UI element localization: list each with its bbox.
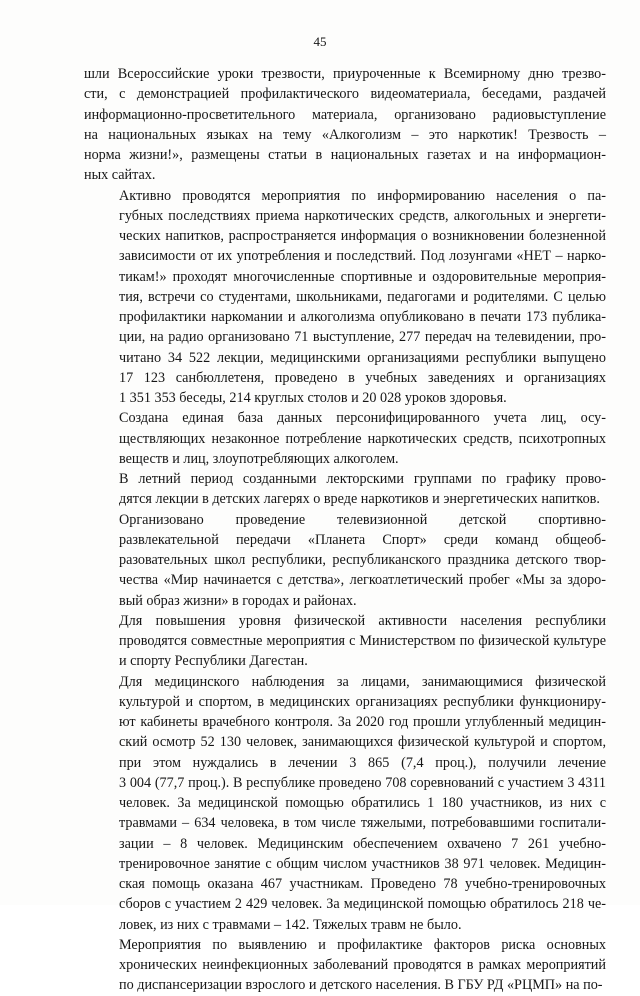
text-line: сти, с демонстрацией профилактического видеоматериала, беседами, раздачей	[84, 86, 606, 103]
text-line: зависимости от их употребления и последствий. Под лозунгами «НЕТ – нарко-	[119, 248, 606, 265]
text-line: вый образ жизни» в городах и районах.	[119, 592, 357, 609]
paragraph	[84, 611, 606, 672]
text-line: Организовано проведение телевизионной детской спортивно-	[119, 511, 606, 528]
paragraph	[84, 935, 606, 996]
text-line: проводятся совместные мероприятия с Министерством по физической культуре	[119, 633, 606, 649]
text-line: травмами – 634 человека, в том числе тяжелыми, потребовавшими госпитали-	[119, 815, 606, 832]
text-line: шли Всероссийские уроки трезвости, приуроченные к Всемирному дню трезво-	[84, 66, 606, 82]
text-line: культурой и спортом, в медицинских организациях республики функциониру-	[119, 693, 606, 710]
text-line: веществ и лиц, злоупотребляющих алкоголем.	[119, 450, 399, 467]
text-line: хронических неинфекционных заболеваний проводятся в рамках мероприятий	[119, 957, 606, 973]
text-line: при этом нуждались в лечении 3 865 (7,4 проц.), получили лечение	[119, 754, 606, 771]
text-line: информационно-просветительного материала, организовано радиовыступление	[84, 106, 606, 123]
text-line: В летний период созданными лекторскими группами по графику прово-	[119, 471, 606, 487]
text-line: по диспансеризации взрослого и детского населения. В ГБУ РД «РЦМП» на по-	[119, 977, 603, 994]
text-line: ществляющих незаконное потребление наркотических средств, психотропных	[119, 430, 606, 447]
text-line: чества «Мир начинается с детства», легкоатлетический пробег «Мы за здоро-	[119, 572, 606, 589]
text-line: ческих напитков, распространяется информация о возникновении болезненной	[119, 228, 606, 244]
text-line: норма жизни!», размещены статьи в национальных газетах и на информацион-	[84, 147, 606, 163]
paragraph	[84, 408, 606, 469]
text-line: Мероприятия по выявлению и профилактике факторов риска основных	[119, 936, 606, 953]
text-line: 17 123 санбюллетеня, проведено в учебных заведениях и организациях	[119, 369, 606, 386]
text-line: на национальных языках на тему «Алкоголизм – это наркотик! Трезвость –	[84, 126, 606, 143]
text-line: сборов с участием 2 429 человек. За медицинской помощью обратилось 218 че-	[119, 896, 606, 913]
text-line: ский осмотр 52 130 человек, занимающихся физической культурой и спортом,	[119, 734, 606, 751]
text-line: развлекательной передачи «Планета Спорт» среди команд общеоб-	[119, 531, 606, 548]
text-line: и спорту Республики Дагестан.	[119, 653, 308, 670]
text-line: тия, встречи со студентами, школьниками, педагогами и родителями. С целью	[119, 288, 606, 305]
paragraph	[84, 672, 606, 935]
paragraph	[84, 469, 606, 510]
text-line: Создана единая база данных персонифицированного учета лиц, осу-	[119, 410, 606, 427]
text-line: ции, на радио организовано 71 выступление, 277 передач на телевидении, про-	[119, 329, 606, 346]
text-line: тикам!» проходят многочисленные спортивные и оздоровительные мероприя-	[119, 268, 606, 285]
text-line: ют кабинеты врачебного контроля. За 2020 год прошли углубленный медицин-	[119, 714, 606, 730]
text-line: губных последствиях приема наркотических средств, алкогольных и энергети-	[119, 207, 606, 224]
page-number: 45	[313, 34, 327, 49]
text-line: ловек, из них с травмами – 142. Тяжелых травм не было.	[119, 916, 462, 933]
text-line: ская помощь оказана 467 участникам. Проведено 78 учебно-тренировочных	[119, 876, 606, 892]
text-line: читано 34 522 лекции, медицинскими организациями республики выпущено	[119, 349, 606, 366]
paragraph	[84, 510, 606, 611]
text-line: 3 004 (77,7 проц.). В республике проведено 708 соревнований с участием 3 4311	[119, 774, 606, 791]
text-line: Активно проводятся мероприятия по информированию населения о па-	[119, 187, 606, 204]
text-line: Для медицинского наблюдения за лицами, занимающимися физической	[119, 673, 606, 690]
text-line: человек. За медицинской помощью обратились 1 180 участников, из них с	[119, 795, 606, 811]
text-line: профилактики наркомании и алкоголизма опубликовано в печати 173 публика-	[119, 309, 606, 325]
document-body	[84, 64, 606, 996]
paragraph	[84, 64, 606, 186]
text-line: Для повышения уровня физической активности населения республики	[119, 612, 606, 629]
text-line: тренировочное занятие с общим числом участников 38 971 человек. Медицин-	[119, 855, 606, 872]
text-line: 1 351 353 беседы, 214 круглых столов и 20 028 уроков здоровья.	[119, 390, 507, 406]
text-line: разовательных школ республики, республиканского праздника детского твор-	[119, 552, 606, 568]
paragraph	[84, 186, 606, 409]
text-line: ных сайтах.	[84, 167, 156, 184]
text-line: дятся лекции в детских лагерях о вреде наркотиков и энергетических напитков.	[119, 491, 600, 508]
text-line: зации – 8 человек. Медицинским обеспечением охвачено 7 261 учебно-	[119, 835, 606, 852]
